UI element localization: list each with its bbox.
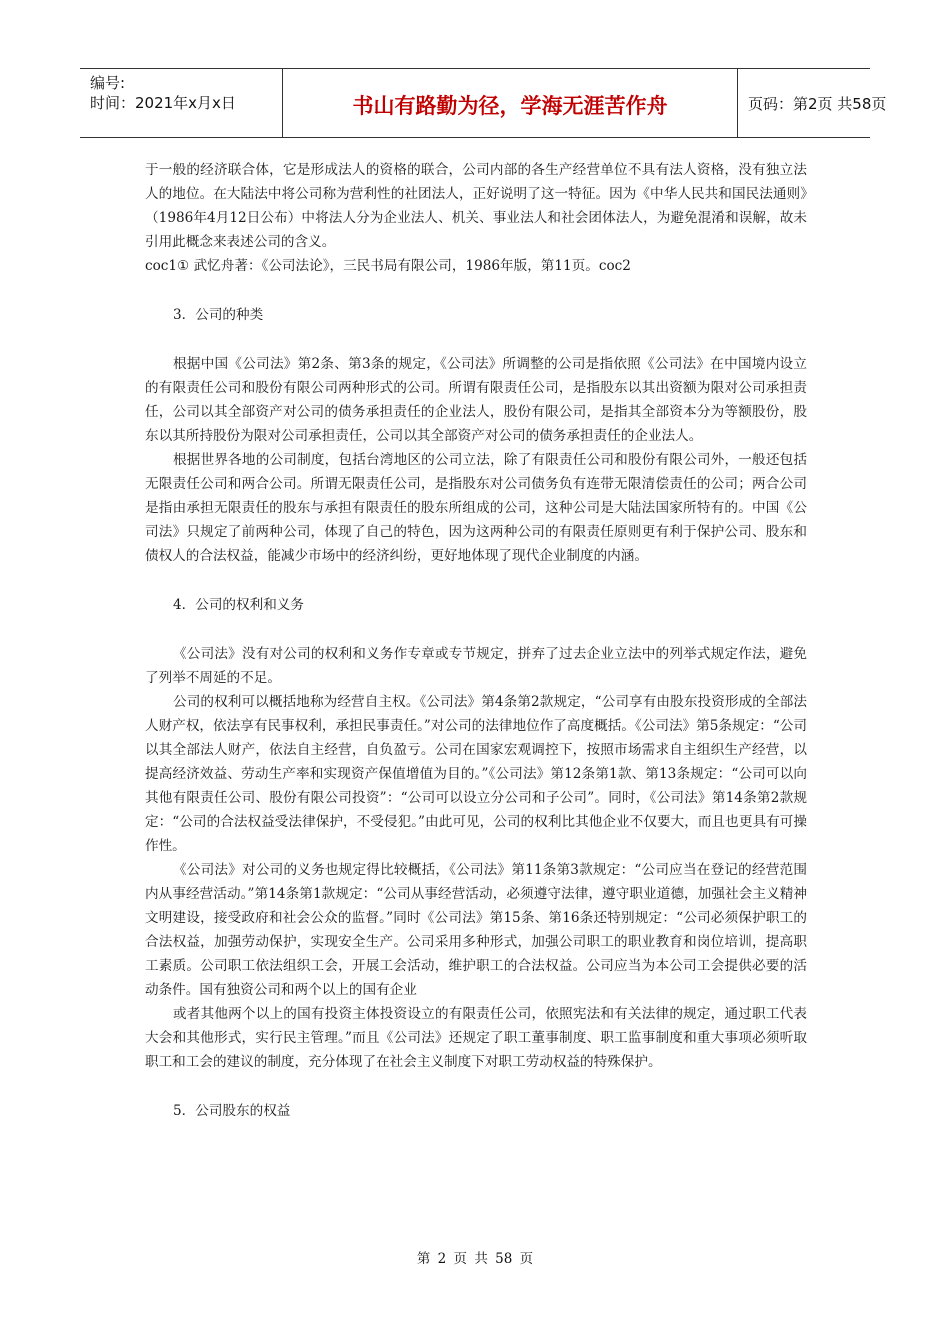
section-heading-5: 5．公司股东的权益 <box>173 1103 291 1119</box>
paragraph: 公司的权利可以概括地称为经营自主权。《公司法》第4条第2款规定，“公司享有由股东投资形成的全部法人财产权，依法享有民事权利，承担民事责任。”对公司的法律地位作了高度概括。《公司法》第5条规定：“公司以其全部法人财产，依法自主经营，自负盈亏。公司在国家宏观调控下，按照市场需求自主组织生产经营，以提高经济效益、劳动生产率和实现资产保值增值为目的。”《公司法》第12条第1款、第13条规定：“公司可以向其他有限责任公司、股份有限公司投资”：“公司可以设立分公司和子公司”。同时，《公司法》第14条第2款规定：“公司的合法权益受法律保护，不受侵犯。”由此可见，公司的权利比其他企业不仅要大，而且也更具有可操作性。 <box>145 694 807 854</box>
serial-number-label: 编号: <box>90 74 126 92</box>
footnote: coc1① 武忆舟著：《公司法论》，三民书局有限公司，1986年版，第11页。coc2 <box>145 258 631 274</box>
paragraph: 《公司法》对公司的义务也规定得比较概括，《公司法》第11条第3款规定：“公司应当在登记的经营范围内从事经营活动。”第14条第1款规定：“公司从事经营活动，必须遵守法律，遵守职业道德，加强社会主义精神文明建设，接受政府和社会公众的监督。”同时《公司法》第15条、第16条还特别规定：“公司必须保护职工的合法权益，加强劳动保护，实现安全生产。公司采用多种形式，加强公司职工的职业教育和岗位培训，提高职工素质。公司职工依法组织工会，开展工会活动，维护职工的合法权益。公司应当为本公司工会提供必要的活动条件。国有独资公司和两个以上的国有企业 <box>145 862 807 998</box>
time-label: 时间：2021年x月x日 <box>90 94 236 112</box>
section-heading-4: 4．公司的权利和义务 <box>173 597 304 613</box>
header-motto: 书山有路勤为径，学海无涯苦作舟 <box>352 94 668 118</box>
paragraph: 或者其他两个以上的国有投资主体投资设立的有限责任公司，依照宪法和有关法律的规定，通过职工代表大会和其他形式，实行民主管理。”而且《公司法》还规定了职工董事制度、职工监事制度和重大事项必须听取职工和工会的建议的制度，充分体现了在社会主义制度下对职工劳动权益的特殊保护。 <box>145 1006 807 1070</box>
section-heading-3: 3．公司的种类 <box>173 307 264 323</box>
header-meta <box>80 69 282 137</box>
document-body <box>145 158 807 1123</box>
page-header <box>80 68 887 138</box>
paragraph: 根据世界各地的公司制度，包括台湾地区的公司立法，除了有限责任公司和股份有限公司外，一般还包括无限责任公司和两合公司。所谓无限责任公司，是指股东对公司债务负有连带无限清偿责任的公司；两合公司是指由承担无限责任的股东与承担有限责任的股东所组成的公司，这种公司是大陆法国家所特有的。中国《公司法》只规定了前两种公司，体现了自己的特色，因为这两种公司的有限责任原则更有利于保护公司、股东和债权人的合法权益，能减少市场中的经济纠纷，更好地体现了现代企业制度的内涵。 <box>145 452 807 564</box>
paragraph: 根据中国《公司法》第2条、第3条的规定，《公司法》所调整的公司是指依照《公司法》在中国境内设立的有限责任公司和股份有限公司两种形式的公司。所谓有限责任公司，是指股东以其出资额为限对公司承担责任，公司以其全部资产对公司的债务承担责任的企业法人，股份有限公司，是指其全部资本分为等额股份，股东以其所持股份为限对公司承担责任，公司以其全部资产对公司的债务承担责任的企业法人。 <box>145 356 807 444</box>
header-motto-cell <box>282 69 738 137</box>
page-footer: 第 2 页 共 58 页 <box>416 1251 534 1267</box>
header-page-cell <box>738 69 887 137</box>
paragraph-continuation: 于一般的经济联合体，它是形成法人的资格的联合，公司内部的各生产经营单位不具有法人资格，没有独立法人的地位。在大陆法中将公司称为营利性的社团法人，正好说明了这一特征。因为《中华人民共和国民法通则》（1986年4月12日公布）中将法人分为企业法人、机关、事业法人和社会团体法人，为避免混淆和误解，故未引用此概念来表述公司的含义。 <box>145 162 807 250</box>
header-page-code: 页码：第2页 共58页 <box>748 95 887 113</box>
paragraph: 《公司法》没有对公司的权利和义务作专章或专节规定，拼弃了过去企业立法中的列举式规定作法，避免了列举不周延的不足。 <box>145 646 807 686</box>
